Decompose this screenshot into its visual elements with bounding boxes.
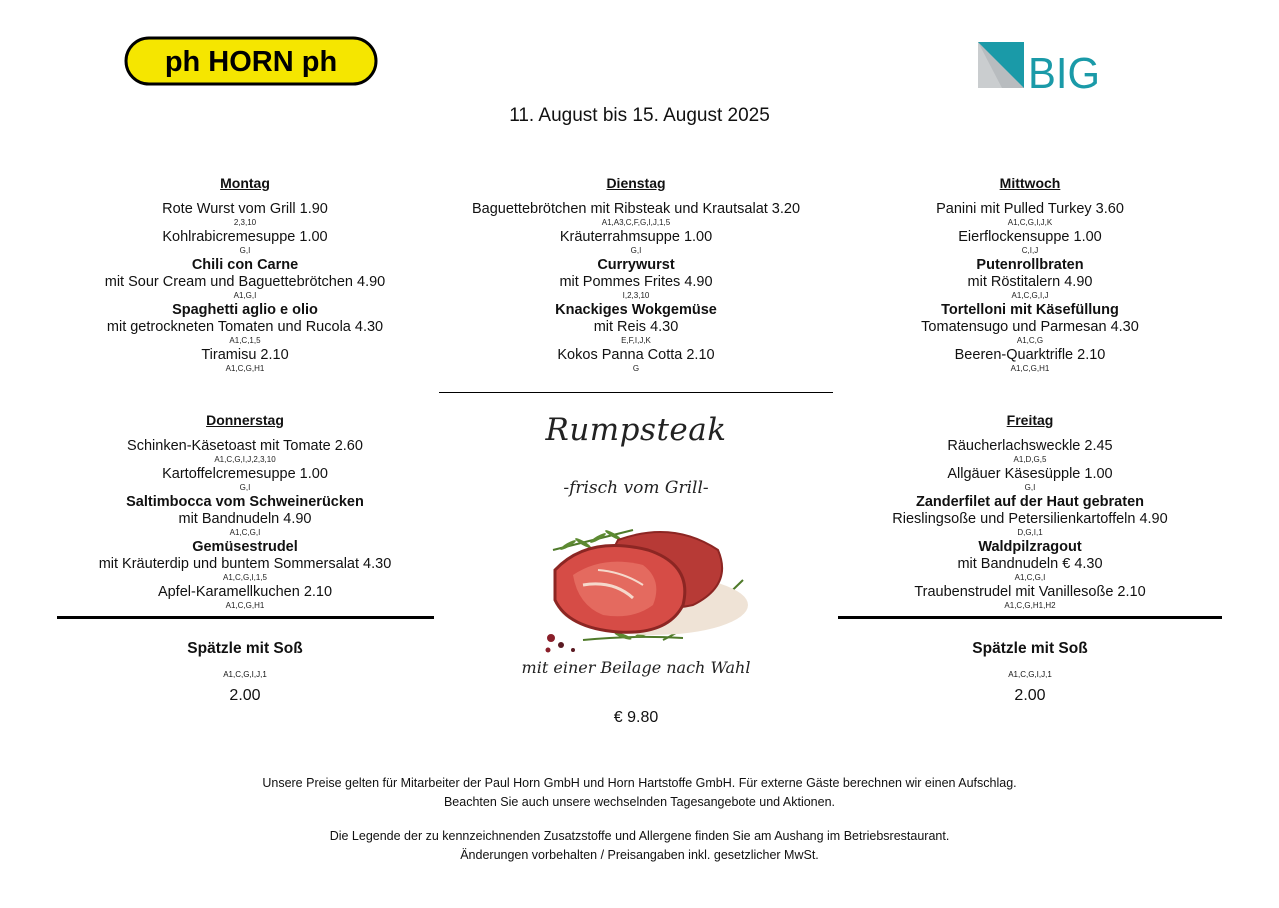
allergen-codes: A1,C,G,I	[1014, 573, 1046, 582]
dish: Panini mit Pulled Turkey 3.60	[936, 201, 1124, 217]
footer-line: Änderungen vorbehalten / Preisangaben inkl. gesetzlicher MwSt.	[460, 848, 819, 862]
dish: Schinken-Käsetoast mit Tomate 2.60	[127, 438, 363, 454]
dish: Rote Wurst vom Grill 1.90	[162, 201, 328, 217]
dish: mit getrockneten Tomaten und Rucola 4.30	[106, 319, 384, 335]
dish: Apfel-Karamellkuchen 2.10	[157, 584, 333, 600]
steak-image	[543, 510, 753, 660]
day-friday	[840, 412, 1220, 612]
dish: mit Sour Cream und Baguettebrötchen 4.90	[104, 274, 386, 290]
allergen-codes: A1,C,G,I,J,2,3,10	[214, 455, 276, 464]
special-title: Rumpsteak	[545, 412, 727, 448]
allergen-codes: A1,C,G,I	[229, 528, 261, 537]
allergen-codes: G	[632, 364, 640, 373]
day-tuesday	[446, 175, 826, 375]
footer-line: Beachten Sie auch unsere wechselnden Tagesangebote und Aktionen.	[443, 795, 836, 809]
special-subtitle: -frisch vom Grill-	[563, 478, 709, 498]
dish: Rieslingsoße und Petersilienkartoffeln 4.90	[892, 511, 1168, 527]
big-logo	[978, 42, 1102, 90]
allergen-codes: A1,C,G	[1016, 336, 1044, 345]
dish: Traubenstrudel mit Vanillesoße 2.10	[914, 584, 1146, 600]
footer-line: Die Legende der zu kennzeichnenden Zusatzstoffe und Allergene finden Sie am Aushang im Betriebsrestaurant.	[329, 829, 950, 843]
dish: Kohlrabicremesuppe 1.00	[162, 229, 328, 245]
dish-title: Knackiges Wokgemüse	[555, 302, 717, 318]
day-title: Freitag	[1006, 412, 1054, 428]
allergen-codes: A1,C,G,H1	[225, 601, 265, 610]
allergen-codes: A1,C,G,H1	[225, 364, 265, 373]
allergen-codes: A1,C,G,H1	[1010, 364, 1050, 373]
allergen-codes: I,2,3,10	[622, 291, 650, 300]
dish-title: Chili con Carne	[191, 257, 299, 273]
allergen-codes: G,I	[239, 246, 251, 255]
left-divider	[57, 616, 434, 619]
side-dish-allergens: A1,C,G,I,J,1	[1008, 670, 1052, 679]
allergen-codes: C,I,J	[1021, 246, 1039, 255]
allergen-codes: A1,C,G,H1,H2	[1004, 601, 1056, 610]
dish-title: Saltimbocca vom Schweinerücken	[126, 494, 364, 510]
dish-title: Zanderfilet auf der Haut gebraten	[915, 494, 1144, 510]
special-price: € 9.80	[613, 709, 659, 726]
dish: Kartoffelcremesuppe 1.00	[162, 466, 328, 482]
dish: mit Bandnudeln € 4.30	[957, 556, 1103, 572]
side-dish-left	[55, 640, 435, 705]
side-dish-right	[840, 640, 1220, 705]
side-dish-name: Spätzle mit Soß	[972, 640, 1088, 657]
day-title: Donnerstag	[206, 412, 284, 428]
tuesday-divider	[439, 392, 833, 393]
dish: Tiramisu 2.10	[201, 347, 289, 363]
dish: mit Pommes Frites 4.90	[559, 274, 713, 290]
footer-line: Unsere Preise gelten für Mitarbeiter der Paul Horn GmbH und Horn Hartstoffe GmbH. Für externe Gäste berechnen wir einen Aufschlag.	[262, 776, 1017, 790]
day-title: Dienstag	[606, 175, 666, 191]
dish: Eierflockensuppe 1.00	[958, 229, 1102, 245]
side-dish-price: 2.00	[229, 687, 261, 704]
dish: Baguettebrötchen mit Ribsteak und Krautsalat 3.20	[471, 201, 801, 217]
allergen-codes: G,I	[1024, 483, 1036, 492]
dish-title: Gemüsestrudel	[192, 539, 298, 555]
allergen-codes: D,G,I,1	[1017, 528, 1043, 537]
dish-title: Putenrollbraten	[976, 257, 1084, 273]
horn-logo	[124, 36, 378, 86]
allergen-codes: G,I	[630, 246, 642, 255]
dish: mit Kräuterdip und buntem Sommersalat 4.30	[98, 556, 392, 572]
dish: mit Röstitalern 4.90	[967, 274, 1093, 290]
footer	[0, 774, 1279, 865]
allergen-codes: A1,A3,C,F,G,I,J,1,5	[601, 218, 671, 227]
dish-title: Tortelloni mit Käsefüllung	[941, 302, 1119, 318]
dish: Kräuterrahmsuppe 1.00	[559, 229, 713, 245]
right-divider	[838, 616, 1222, 619]
allergen-codes: A1,C,G,I,1,5	[222, 573, 268, 582]
dish-title: Waldpilzragout	[978, 539, 1082, 555]
allergen-codes: A1,C,G,I,J	[1011, 291, 1049, 300]
dish: Tomatensugo und Parmesan 4.30	[921, 319, 1139, 335]
day-title: Mittwoch	[999, 175, 1061, 191]
day-title: Montag	[220, 175, 270, 191]
big-logo-text: BIG	[1028, 49, 1100, 90]
dish-title: Spaghetti aglio e olio	[172, 302, 318, 318]
day-thursday	[55, 412, 435, 612]
allergen-codes: A1,G,I	[233, 291, 257, 300]
allergen-codes: A1,C,1,5	[229, 336, 261, 345]
allergen-codes: A1,D,G,5	[1013, 455, 1047, 464]
dish: Kokos Panna Cotta 2.10	[557, 347, 715, 363]
allergen-codes: A1,C,G,I,J,K	[1007, 218, 1053, 227]
dish: Räucherlachsweckle 2.45	[947, 438, 1113, 454]
allergen-codes: 2,3,10	[233, 218, 257, 227]
dish: Beeren-Quarktrifle 2.10	[954, 347, 1106, 363]
dish: Allgäuer Käsesüpple 1.00	[947, 466, 1113, 482]
day-wednesday	[840, 175, 1220, 375]
horn-logo-text: ph HORN ph	[164, 46, 338, 78]
side-dish-price: 2.00	[1014, 687, 1046, 704]
side-dish-allergens: A1,C,G,I,J,1	[223, 670, 267, 679]
allergen-codes: E,F,I,J,K	[621, 336, 651, 345]
allergen-codes: G,I	[239, 483, 251, 492]
day-monday	[55, 175, 435, 375]
dish: mit Bandnudeln 4.90	[178, 511, 312, 527]
dish: mit Reis 4.30	[593, 319, 679, 335]
side-dish-name: Spätzle mit Soß	[187, 640, 303, 657]
dish-title: Currywurst	[597, 257, 675, 273]
date-range: 11. August bis 15. August 2025	[509, 105, 770, 126]
special-note: mit einer Beilage nach Wahl	[521, 658, 751, 677]
